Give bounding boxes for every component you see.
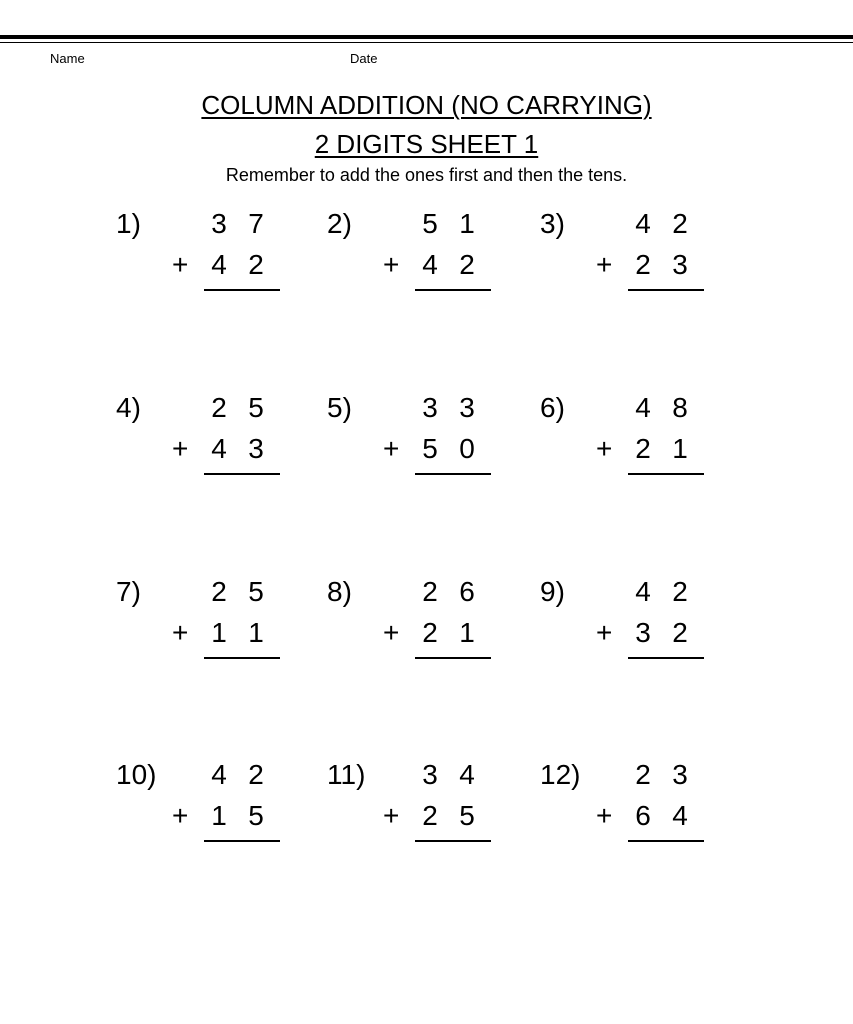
bottom-ones-digit: 1 [459,617,475,648]
plus-sign: + [172,433,189,464]
top-ones-digit: 2 [672,576,688,607]
worksheet-title: COLUMN ADDITION (NO CARRYING) [201,90,652,120]
answer-line [628,289,704,291]
problem-11 [327,758,527,858]
top-ones-digit: 4 [459,759,475,790]
top-ones-digit: 7 [248,208,264,239]
problem-10 [116,758,316,858]
plus-sign: + [383,617,400,648]
bottom-tens-digit: 4 [211,433,227,464]
top-tens-digit: 2 [422,576,438,607]
bottom-tens-digit: 4 [422,249,438,280]
top-tens-digit: 4 [635,208,651,239]
bottom-ones-digit: 2 [459,249,475,280]
instructions: Remember to add the ones first and then the tens. [225,165,628,185]
problem-2 [327,207,527,307]
top-ones-digit: 1 [459,208,475,239]
bottom-tens-digit: 5 [422,433,438,464]
answer-line [628,657,704,659]
plus-sign: + [383,249,400,280]
problem-1 [116,207,316,307]
bottom-tens-digit: 2 [422,800,438,831]
bottom-tens-digit: 2 [635,433,651,464]
plus-sign: + [172,617,189,648]
bottom-ones-digit: 5 [248,800,264,831]
name-label: Name [50,51,85,66]
top-tens-digit: 3 [211,208,227,239]
top-rule-thin [0,42,853,43]
top-ones-digit: 3 [459,392,475,423]
worksheet-subtitle: 2 DIGITS SHEET 1 [314,129,539,159]
top-ones-digit: 5 [248,576,264,607]
answer-line [415,657,491,659]
plus-sign: + [383,433,400,464]
problem-5 [327,391,527,491]
bottom-tens-digit: 3 [635,617,651,648]
top-ones-digit: 2 [248,759,264,790]
answer-line [204,289,280,291]
answer-line [204,840,280,842]
answer-line [204,657,280,659]
problem-number: 9) [540,576,565,607]
problem-4 [116,391,316,491]
top-tens-digit: 3 [422,392,438,423]
bottom-tens-digit: 2 [422,617,438,648]
problem-8 [327,575,527,675]
top-tens-digit: 2 [211,576,227,607]
bottom-tens-digit: 6 [635,800,651,831]
bottom-ones-digit: 2 [248,249,264,280]
answer-line [628,840,704,842]
problem-number: 12) [540,759,581,790]
problem-3 [540,207,740,307]
bottom-ones-digit: 5 [459,800,475,831]
bottom-ones-digit: 2 [672,617,688,648]
problem-12 [540,758,740,858]
bottom-ones-digit: 4 [672,800,688,831]
top-rule [0,35,853,39]
top-tens-digit: 4 [635,576,651,607]
problem-number: 5) [327,392,352,423]
bottom-ones-digit: 1 [248,617,264,648]
bottom-tens-digit: 4 [211,249,227,280]
bottom-ones-digit: 1 [672,433,688,464]
problem-number: 6) [540,392,565,423]
top-ones-digit: 3 [672,759,688,790]
top-tens-digit: 5 [422,208,438,239]
bottom-ones-digit: 3 [672,249,688,280]
bottom-tens-digit: 1 [211,800,227,831]
problem-number: 1) [116,208,141,239]
problem-7 [116,575,316,675]
problem-number: 8) [327,576,352,607]
problem-number: 11) [327,759,366,790]
plus-sign: + [383,800,400,831]
plus-sign: + [596,433,613,464]
top-ones-digit: 6 [459,576,475,607]
answer-line [628,473,704,475]
plus-sign: + [596,617,613,648]
problem-9 [540,575,740,675]
bottom-tens-digit: 1 [211,617,227,648]
problem-number: 2) [327,208,352,239]
top-tens-digit: 4 [211,759,227,790]
problem-number: 7) [116,576,141,607]
answer-line [415,840,491,842]
top-tens-digit: 2 [211,392,227,423]
problem-number: 10) [116,759,157,790]
top-ones-digit: 2 [672,208,688,239]
plus-sign: + [172,249,189,280]
top-tens-digit: 2 [635,759,651,790]
bottom-ones-digit: 3 [248,433,264,464]
top-tens-digit: 3 [422,759,438,790]
answer-line [415,289,491,291]
answer-line [204,473,280,475]
top-ones-digit: 8 [672,392,688,423]
problem-number: 4) [116,392,141,423]
plus-sign: + [172,800,189,831]
top-tens-digit: 4 [635,392,651,423]
bottom-ones-digit: 0 [459,433,475,464]
date-label: Date [350,51,378,66]
answer-line [415,473,491,475]
problem-6 [540,391,740,491]
plus-sign: + [596,249,613,280]
plus-sign: + [596,800,613,831]
bottom-tens-digit: 2 [635,249,651,280]
top-ones-digit: 5 [248,392,264,423]
problem-number: 3) [540,208,565,239]
